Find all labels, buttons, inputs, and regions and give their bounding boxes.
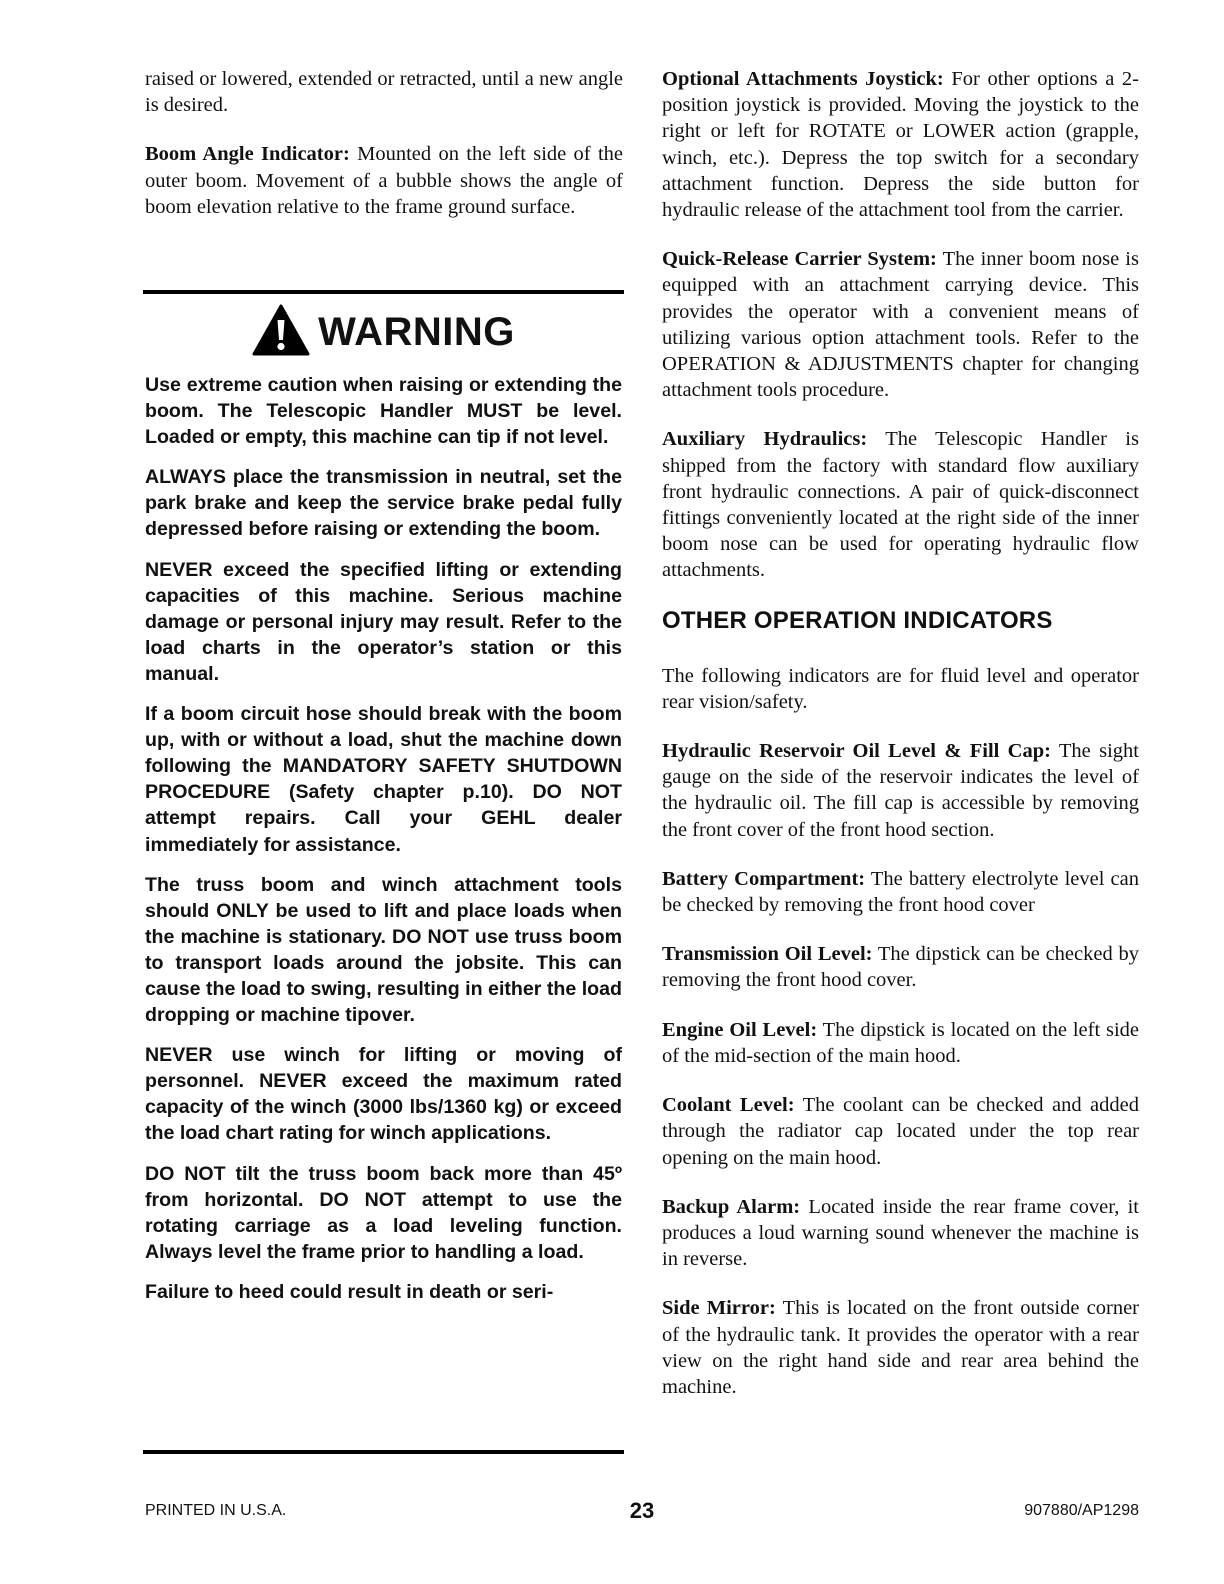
definition-text: The dipstick is located on the left side of the mid-section of the main hood. [662,1018,1139,1067]
definition-term: Coolant Level: [662,1094,795,1117]
term-boom-angle-indicator: Boom Angle Indicator: [145,143,350,166]
definition-text: The Telescopic Handler is shipped from the factory with standard flow auxiliary front hydraulic connections. A pair of quick-disconnect fittings conveniently located at the right side of the inner boom nose can be used for operating hydraulic flow attachments. [662,428,1139,582]
footer-printed-in: PRINTED IN U.S.A. [145,1502,287,1519]
paragraph-boom-angle-indicator [145,141,623,220]
warning-paragraph: DO NOT tilt the truss boom back more than 45º from horizontal. DO NOT attempt to use the rotating carriage as a load leveling function. Always level the frame prior to handling a load. [145,1162,622,1263]
definition-item [662,941,1139,993]
definition-text: The dipstick can be checked by removing the front hood cover. [662,943,1140,992]
definition-term: Backup Alarm: [662,1195,801,1218]
left-column [145,66,623,243]
definition-text: This is located on the front outside corner of the hydraulic tank. It provides the operator with a rear view on the right hand side and rear area behind the machine. [662,1297,1139,1398]
definition-text: Located inside the rear frame cover, it produces a loud warning sound whenever the machine is in reverse. [662,1195,1139,1271]
definition-item [662,66,1139,223]
definition-text: The battery electrolyte level can be checked by removing the front hood cover [662,867,1139,917]
section-heading: OTHER OPERATION INDICATORS [662,606,1053,634]
definition-item [662,1295,1139,1400]
definition-term: Hydraulic Reservoir Oil Level & Fill Cap: [662,740,1051,763]
definition-term: Auxiliary Hydraulics: [662,428,868,451]
definition-term: Quick-Release Carrier System: [662,248,937,271]
definition-text: For other options a 2-position joystick is provided. Moving the joystick to the right or left for ROTATE or LOWER action (grapple, winch, etc.). Depress the top switch for a secondary attachment function. Depress the side button for hydraulic release of the attachment tool from the carrier. [662,68,1139,222]
definition-item [662,738,1139,843]
definition-text: The inner boom nose is equipped with an attachment carrying device. This provides the operator with a convenient means of utilizing various option attachment tools. Refer to the OPERATION & ADJUSTMENTS chapter for changing attachment tools procedure. [662,248,1139,402]
warning-paragraph: Failure to heed could result in death or seri- [145,1280,554,1303]
warning-body [143,358,624,1305]
warning-paragraph: If a boom circuit hose should break with the boom up, with or without a load, shut the machine down following the MANDATORY SAFETY SHUTDOWN PROCEDURE (Safety chapter p.10). DO NOT attempt repairs. Call your GEHL dealer immediately for assistance. [145,703,622,856]
warning-header [143,306,624,358]
definition-item [662,426,1139,583]
definition-term: Transmission Oil Level: [662,943,873,966]
paragraph-boom-continuation: raised or lowered, extended or retracted, until a new angle is desired. [145,68,623,117]
section-intro: The following indicators are for fluid level and operator rear vision/safety. [662,664,1139,713]
warning-triangle-icon [252,304,310,361]
definition-term: Engine Oil Level: [662,1018,818,1041]
footer-document-code: 907880/AP1298 [1024,1502,1139,1519]
warning-paragraph: NEVER exceed the specified lifting or extending capacities of this machine. Serious machine damage or personal injury may result. Refer to the load charts in the operator’s station or this manual. [145,558,622,685]
definition-item [662,1017,1139,1069]
definition-item [662,246,1139,403]
definition-item [662,1194,1139,1273]
definition-item [662,1092,1139,1171]
warning-paragraph: The truss boom and winch attachment tools should ONLY be used to lift and place loads when the machine is stationary. DO NOT use truss boom to transport loads around the jobsite. This can cause the load to swing, resulting in either the load dropping or machine tipover. [145,873,622,1027]
definition-boom-angle-indicator: Mounted on the left side of the outer boom. Movement of a bubble shows the angle of boom elevation relative to the frame ground surface. [145,143,623,218]
definition-term: Optional Attachments Joystick: [662,68,944,90]
definition-text: The coolant can be checked and added through the radiator cap located under the top rear opening on the main hood. [662,1094,1139,1169]
page-footer [145,1498,1139,1528]
definition-text: The sight gauge on the side of the reservoir indicates the level of the hydraulic oil. The fill cap is accessible by removing the front cover of the front hood section. [662,740,1139,841]
warning-paragraph: Use extreme caution when raising or extending the boom. The Telescopic Handler MUST be level. Loaded or empty, this machine can tip if not level. [145,374,622,449]
definition-term: Side Mirror: [662,1297,776,1320]
warning-paragraph: NEVER use winch for lifting or moving of personnel. NEVER exceed the maximum rated capacity of the winch (3000 lbs/1360 kg) or exceed the load chart rating for winch applications. [145,1044,622,1145]
warning-title: WARNING [318,309,515,354]
right-column [662,66,1139,1423]
definition-item [662,866,1139,918]
warning-box [143,290,624,1454]
definition-term: Battery Compartment: [662,867,866,890]
page-number: 23 [629,1498,655,1523]
warning-paragraph: ALWAYS place the transmission in neutral, set the park brake and keep the service brake pedal fully depressed before raising or extending the boom. [145,466,622,541]
